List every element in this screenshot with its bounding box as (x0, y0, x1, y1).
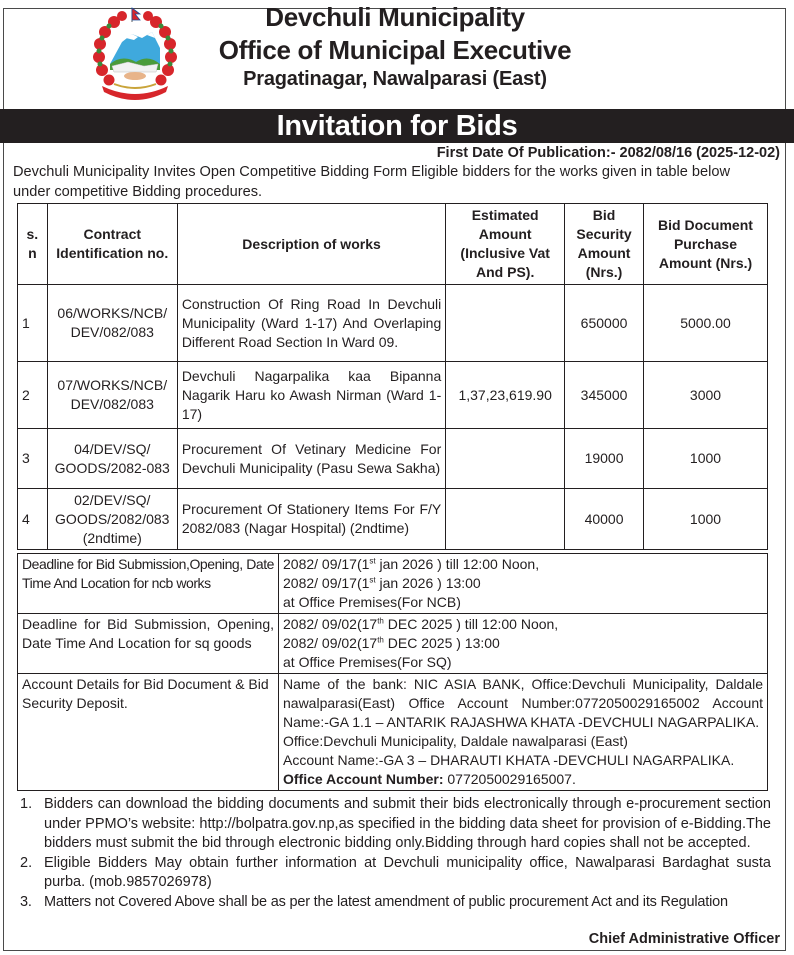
municipality-name: Devchuli Municipality (265, 2, 525, 32)
ordinal-suffix: th (377, 635, 384, 645)
publication-date: First Date Of Publication:- 2082/08/16 (2025-12-02) (436, 145, 780, 161)
notice-title: Invitation for Bids (0, 109, 794, 143)
cell-sn: 4 (18, 489, 48, 550)
ordinal-suffix: th (377, 616, 384, 626)
table-row (18, 285, 768, 362)
ncb-deadline-row (18, 554, 768, 614)
table-row (18, 429, 768, 489)
ncb-location: at Office Premises(For NCB) (283, 594, 461, 610)
note-number: 2. (20, 854, 33, 871)
ncb-deadline-value (279, 554, 768, 614)
office-name: Office of Municipal Executive (218, 35, 572, 65)
ncb-deadline-label: Deadline for Bid Submission,Opening, Date Time And Location for ncb works (18, 554, 279, 614)
sq-deadline-value (279, 614, 768, 674)
bank-account-2-name: Account Name:-GA 3 – DHARAUTI KHATA -DEVCHULI NAGARPALIKA. (283, 752, 735, 768)
bank-account-2-number (283, 770, 763, 789)
bank-account-1: Name of the bank: NIC ASIA BANK, Office:Devchuli Municipality, Daldale nawalparasi(East) Office Account Number:0772050029165002 Account Name:-GA 1.1 – ANTARIK RAJASHWA KHATA -DEVCHULI NAGARPALIKA. (283, 676, 763, 730)
cell-description: Procurement Of Vetinary Medicine For Devchuli Municipality (Pasu Sewa Sakha) (177, 429, 445, 489)
note-text: Eligible Bidders May obtain further information at Devchuli municipality office, Nawalparasi Bardaghat susta purba. (mob.9857026978) (44, 854, 771, 890)
table-row (18, 362, 768, 429)
account-details-label: Account Details for Bid Document & Bid Security Deposit. (18, 674, 279, 791)
cell-estimated-amount (446, 285, 565, 362)
date-text: DEC 2025 ) 13:00 (383, 635, 500, 651)
column-header-bid-security: Bid Security Amount (Nrs.) (565, 204, 644, 285)
cell-document-fee: 1000 (643, 429, 767, 489)
sq-location: at Office Premises(For SQ) (283, 654, 452, 670)
date-text: 2082/ 09/17(1 (283, 556, 370, 572)
cell-bid-security: 345000 (565, 362, 644, 429)
cell-document-fee: 3000 (643, 362, 767, 429)
note-text: Matters not Covered Above shall be as per the latest amendment of public procurement Act and its Regulation (44, 893, 728, 910)
column-header-document-fee: Bid Document Purchase Amount (Nrs.) (643, 204, 767, 285)
note-number: 1. (20, 796, 33, 812)
date-text: jan 2026 ) 13:00 (375, 575, 481, 591)
office-address-line: Office:Devchuli Municipality, Daldale nawalparasi (East) (283, 733, 628, 749)
account-number-value: 0772050029165007. (443, 771, 576, 787)
cell-sn: 1 (18, 285, 48, 362)
sq-submission-deadline (283, 615, 763, 634)
column-header-contract-id: Contract Identification no. (47, 204, 177, 285)
nepal-emblem-icon (92, 4, 178, 102)
cell-description: Procurement Of Stationery Items For F/Y 2082/083 (Nagar Hospital) (2ndtime) (177, 489, 445, 550)
cell-bid-security: 650000 (565, 285, 644, 362)
cell-contract-id: 04/DEV/SQ/ GOODS/2082-083 (47, 429, 177, 489)
date-text: 2082/ 09/17(1 (283, 575, 370, 591)
sq-opening-time (283, 634, 763, 653)
deadline-account-table (17, 553, 768, 791)
cell-description: Devchuli Nagarpalika kaa Bipanna Nagarik Haru ko Awash Nirman (Ward 1-17) (177, 362, 445, 429)
ordinal-suffix: st (369, 575, 376, 585)
cell-estimated-amount (446, 429, 565, 489)
cell-estimated-amount: 1,37,23,619.90 (446, 362, 565, 429)
column-header-sn: s. n (18, 204, 48, 285)
note-item (14, 795, 771, 854)
ncb-opening-time (283, 574, 763, 593)
signatory-title: Chief Administrative Officer (588, 931, 780, 947)
table-row (18, 489, 768, 550)
note-item (14, 854, 771, 893)
column-header-description: Description of works (177, 204, 445, 285)
note-text: Bidders can download the bidding documents and submit their bids electronically through e-procurement section under PPMO’s website: http://bolpatra.gov.np,as specified in the bidding data sheet for provision of e-Bidding.The bidders must submit the bid through electronic bidding only.Bidding through hard copies shall not be accepted. (44, 796, 771, 851)
date-text: 2082/ 09/02(17 (283, 616, 378, 632)
account-details-row (18, 674, 768, 791)
account-number-label: Office Account Number: (283, 771, 444, 787)
cell-document-fee: 5000.00 (643, 285, 767, 362)
cell-bid-security: 19000 (565, 429, 644, 489)
ncb-submission-deadline (283, 555, 763, 574)
column-header-estimated-amount: Estimated Amount (Inclusive Vat And PS). (446, 204, 565, 285)
intro-paragraph: Devchuli Municipality Invites Open Competitive Bidding Form Eligible bidders for the works given in table below under competitive Bidding procedures. (13, 164, 731, 200)
cell-bid-security: 40000 (565, 489, 644, 550)
cell-sn: 2 (18, 362, 48, 429)
cell-contract-id: 06/WORKS/NCB/ DEV/082/083 (47, 285, 177, 362)
cell-contract-id: 07/WORKS/NCB/ DEV/082/083 (47, 362, 177, 429)
sq-deadline-label: Deadline for Bid Submission, Opening, Date Time And Location for sq goods (18, 614, 279, 674)
account-details-value (279, 674, 768, 791)
bids-table (17, 203, 768, 550)
date-text: jan 2026 ) till 12:00 Noon, (375, 556, 540, 572)
date-text: DEC 2025 ) till 12:00 Noon, (383, 616, 559, 632)
notes-list (14, 795, 771, 912)
cell-contract-id: 02/DEV/SQ/ GOODS/2082/083 (2ndtime) (47, 489, 177, 550)
letterhead (0, 0, 794, 108)
office-address: Pragatinagar, Nawalparasi (East) (243, 68, 547, 90)
cell-document-fee: 1000 (643, 489, 767, 550)
office-heading (185, 0, 605, 92)
table-header-row (18, 204, 768, 285)
cell-sn: 3 (18, 429, 48, 489)
note-number: 3. (20, 893, 32, 910)
date-text: 2082/ 09/02(17 (283, 635, 378, 651)
cell-estimated-amount (446, 489, 565, 550)
cell-description: Construction Of Ring Road In Devchuli Municipality (Ward 1-17) And Overlaping Different Road Section In Ward 09. (177, 285, 445, 362)
ordinal-suffix: st (369, 556, 376, 566)
sq-deadline-row (18, 614, 768, 674)
note-item (14, 893, 771, 913)
